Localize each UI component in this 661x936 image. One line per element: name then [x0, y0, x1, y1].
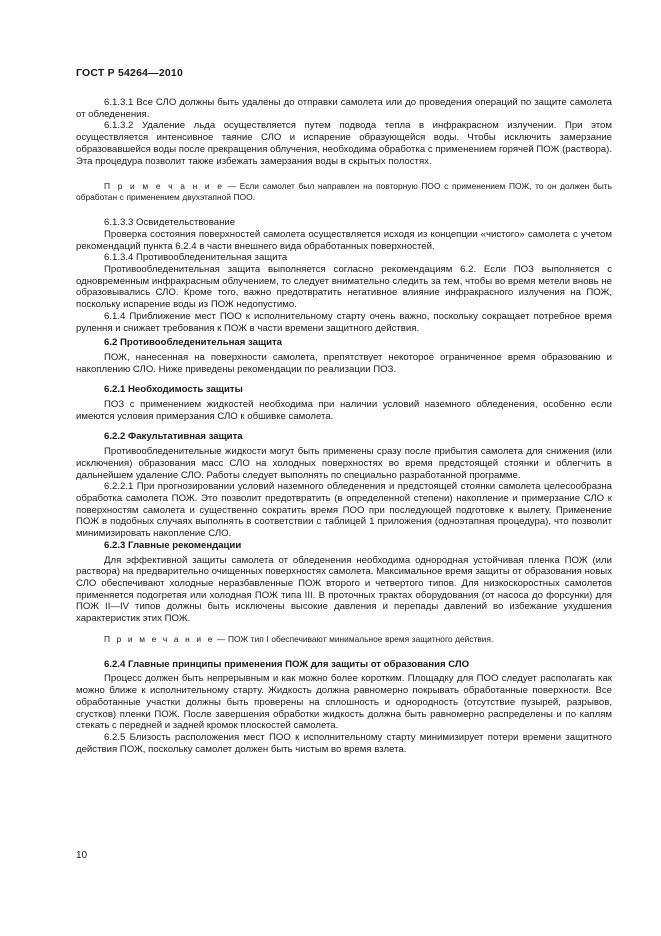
heading-6-2: 6.2 Противообледенительная защита	[104, 337, 282, 349]
paragraph-6-1-3-2: 6.1.3.2 Удаление льда осуществляется путем подвода тепла в инфракрасном излучении. При этом осуществляется интенсивное таяние СЛО и испарение образующейся воды. Чтобы исключить замерзание образовавшейся воды после прекращения облучения, необходима обработка с применением горячей ПОЖ (раствора). Эта процедура позволит также избежать замерзания воды в скрытых полостях.	[76, 120, 612, 167]
note-text: — Если самолет был направлен на повторную ПОО с применением ПОЖ, то он должен быть обработан с применением двухэтапной ПОО.	[76, 181, 612, 203]
note-2	[76, 634, 612, 645]
paragraph-6-1-4: 6.1.4 Приближение мест ПОО к исполнительному старту очень важно, поскольку сокращает потребное время рулення и снижает требования к ПОЖ в части времени защитного действия.	[76, 310, 612, 334]
paragraph-6-1-3-1: 6.1.3.1 Все СЛО должны быть удалены до отправки самолета или до проведения операций по защите самолета от обледенения.	[76, 97, 612, 120]
note-label: П р и м е ч а н и е	[104, 181, 224, 192]
paragraph-6-2: ПОЖ, нанесенная на поверхности самолета, препятствует некоторое ограниченное время образованию и накоплению СЛО. Ниже приведены рекомендации по реализации ПОЗ.	[76, 351, 612, 375]
heading-6-2-4: 6.2.4 Главные принципы применения ПОЖ для защиты от образования СЛО	[104, 658, 470, 670]
document-header: ГОСТ Р 54264—2010	[76, 67, 184, 79]
paragraph-6-2-2-1: 6.2.2.1 При прогнозировании условий наземного обледенения и предстоящей стоянки самолета целесообразна обработка самолета ПОЖ. Это позволит предотвратить (в определенной степени) накопление и примерзание СЛО к поверхностям самолета и существенно сократить время ПОО при последующей подготовке к вылету. Применение ПОЖ в подобных случаях выполнять в соответствии с таблицей 1 приложения (одноэтапная процедура), что позволит минимизировать накопление СЛО.	[76, 481, 612, 540]
heading-6-2-2: 6.2.2 Факультативная защита	[104, 431, 243, 443]
note-1	[76, 181, 612, 203]
paragraph-6-2-3: Для эффективной защиты самолета от обледенения необходима однородная устойчивая пленка ПОЖ (или раствора) на предварительно очищенных поверхностях самолета. Максимальное время защиты от образования новых СЛО обеспечивают холодные неразбавленные ПОЖ второго и четвертого типов. Для низкоскоростных самолетов применяется подогретая или холодная ПОЖ типа III. В проточных трактах оборудования (от насоса до форсунки) для ПОЖ II—IV типов должны быть исключены высокие давления и перепады давлений во избежание ухудшения характеристик этих ПОЖ.	[76, 554, 612, 625]
paragraph-6-2-4: Процесс должен быть непрерывным и как можно более коротким. Площадку для ПОО следует располагать как можно ближе к исполнительному старту. Жидкость должна равномерно покрывать обработанные поверхности. Все обработанные участки должны быть проверены на сплошность и однородность (отсутствие пузырей, разрывов, сгустков) пленки ПОЖ. После завершения обработки жидкость должна быть равномерно распределены и по каплям стекать с передней и задней кромок плоскостей самолета.	[76, 673, 612, 732]
paragraph-6-2-2: Противообледенительные жидкости могут быть применены сразу после прибытия самолета для снижения (или исключения) образования масс СЛО на холодных поверхностях во время предстоящей стоянки и облегчить в дальнейшем удаление СЛО. Работы следует выполнять по специально разработанной программе.	[76, 446, 612, 481]
note-text: — ПОЖ тип I обеспечивают минимальное время защитного действия.	[214, 633, 494, 644]
heading-6-2-3: 6.2.3 Главные рекомендации	[104, 539, 242, 551]
document-body	[76, 97, 612, 755]
page-number: 10	[76, 850, 88, 861]
paragraph-inspection: Проверка состояния поверхностей самолета осуществляется исходя из концепции «чистого» самолета с учетом рекомендаций пункта 6.2.4 в части внешнего вида обработанных поверхностей.	[76, 228, 612, 252]
paragraph-6-2-1: ПОЗ с применением жидкостей необходима при наличии условий наземного обледенения, особенно если имеются условия примерзания СЛО к обшивке самолета.	[76, 399, 612, 422]
heading-6-1-3-4: 6.1.3.4 Противообледенительная защита	[104, 252, 288, 264]
heading-6-1-3-3: 6.1.3.3 Освидетельствование	[104, 217, 236, 229]
note-label: П р и м е ч а н и е	[104, 633, 215, 644]
heading-6-2-1: 6.2.1 Необходимость защиты	[104, 384, 243, 396]
paragraph-6-2-5: 6.2.5 Близость расположения мест ПОО к исполнительному старту минимизирует потери времени защитного действия ПОЖ, поскольку самолет должен быть чистым во время взлета.	[76, 731, 612, 755]
paragraph-anti-icing-ir: Противообледенительная защита выполняется согласно рекомендациям 6.2. Если ПОЗ выполняется с одновременным инфракрасным облучением, то следует внимательно следить за тем, чтобы во время метели вновь не образовывались СЛО. Кроме того, важно предотвратить негативное влияние инфракрасного излучения на ПОЖ, поскольку испарение воды из ПОЖ недопустимо.	[76, 264, 612, 311]
